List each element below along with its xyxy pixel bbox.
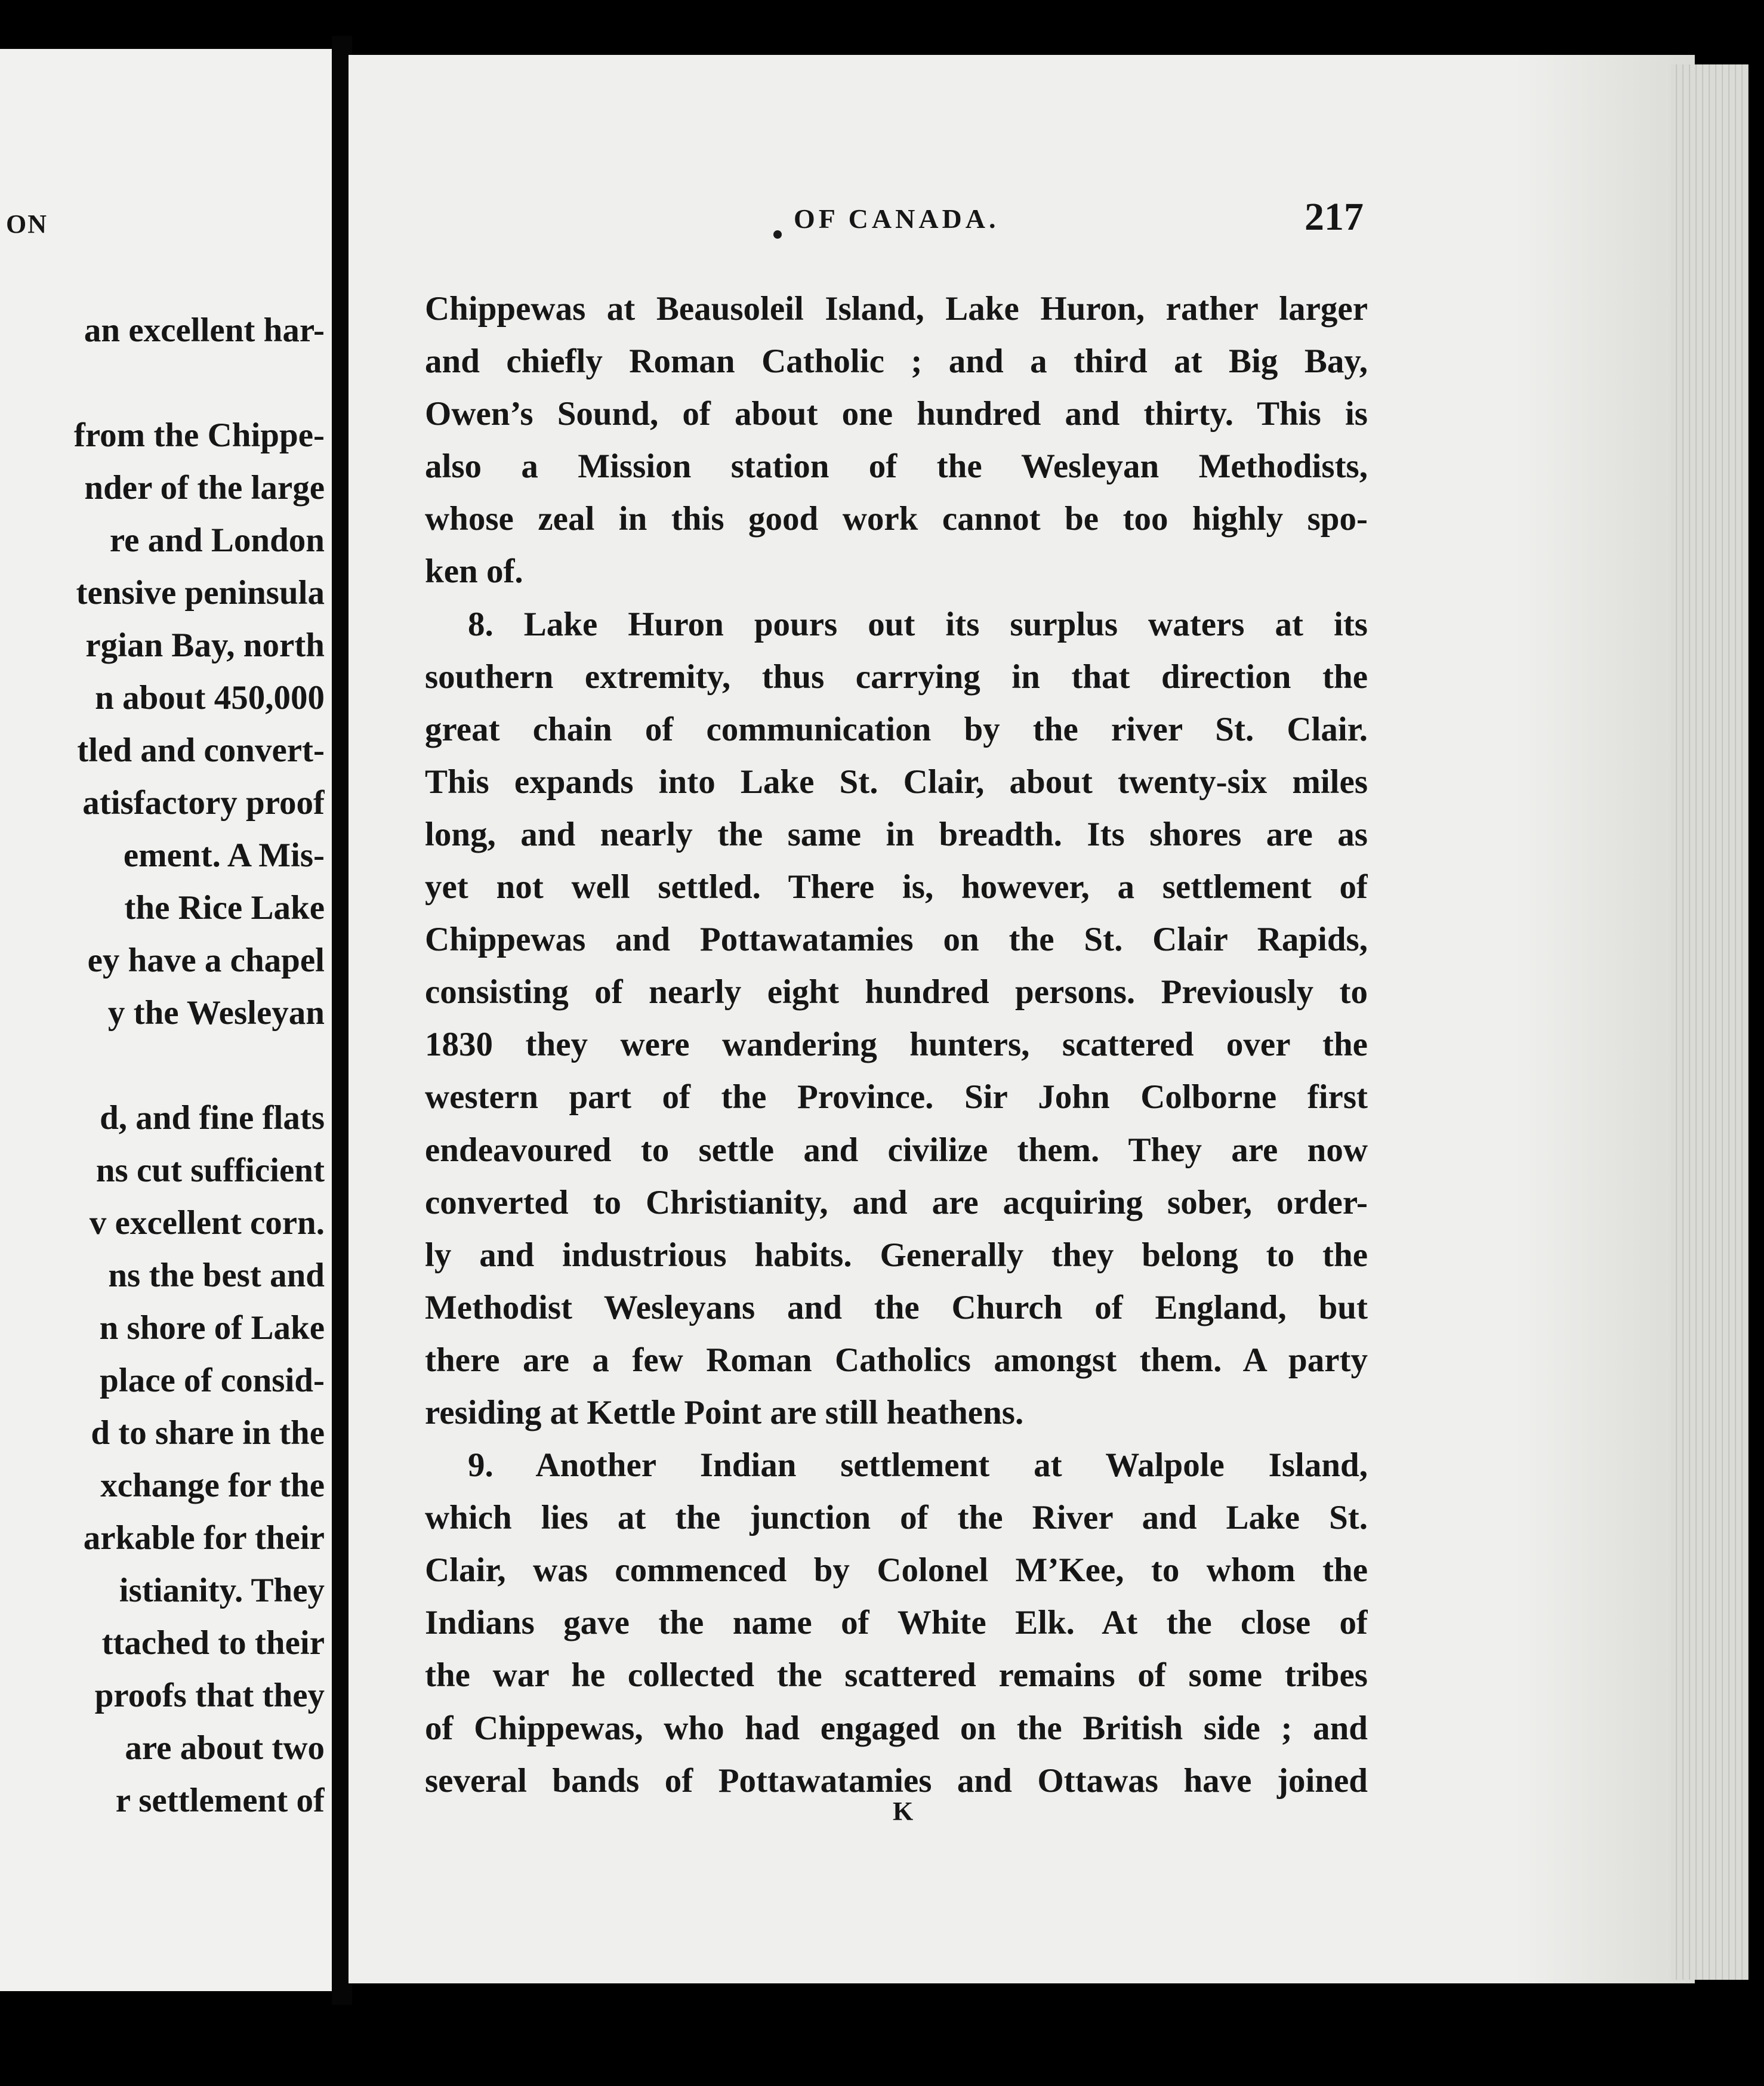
text-line: 8. Lake Huron pours out its surplus waters at its bbox=[468, 605, 1368, 643]
text-line: whose zeal in this good work cannot be too highly spo- bbox=[425, 500, 1368, 538]
text-line: the war he collected the scattered remains of some tribes bbox=[425, 1656, 1368, 1695]
left-text-line: n about 450,000 bbox=[95, 679, 325, 717]
left-text-line: nder of the large bbox=[84, 469, 325, 507]
text-line: consisting of nearly eight hundred persons. Previously to bbox=[425, 973, 1368, 1011]
text-line: This expands into Lake St. Clair, about twenty-six miles bbox=[425, 763, 1368, 801]
left-text-line: atisfactory proof bbox=[82, 784, 325, 822]
text-line: residing at Kettle Point are still heathens. bbox=[425, 1393, 1024, 1431]
left-text-line: y the Wesleyan bbox=[107, 994, 325, 1032]
text-line: western part of the Province. Sir John Colborne first bbox=[425, 1078, 1368, 1116]
text-line: several bands of Pottawatamies and Ottawas have joined bbox=[425, 1761, 1368, 1800]
text-line: also a Mission station of the Wesleyan Methodists, bbox=[425, 448, 1368, 486]
text-line: there are a few Roman Catholics amongst them. A party bbox=[425, 1341, 1368, 1379]
left-text-line: arkable for their bbox=[83, 1519, 325, 1557]
left-text-line: r settlement of bbox=[115, 1782, 325, 1819]
left-text-line: v excellent corn. bbox=[89, 1204, 325, 1242]
text-line: ken of. bbox=[425, 553, 523, 591]
running-head-dot bbox=[773, 230, 782, 239]
left-text-line: the Rice Lake bbox=[124, 889, 325, 927]
text-line: 1830 they were wandering hunters, scattered over the bbox=[425, 1026, 1368, 1064]
left-text-line: ns cut sufficient bbox=[95, 1152, 325, 1189]
left-text-line bbox=[0, 357, 325, 409]
left-text-line bbox=[0, 1039, 325, 1092]
running-head: OF CANADA. bbox=[794, 203, 1000, 234]
left-text-line: tled and convert- bbox=[77, 732, 325, 769]
text-line: of Chippewas, who had engaged on the British side ; and bbox=[425, 1709, 1368, 1747]
body-text bbox=[425, 283, 1368, 1807]
left-text-line: proofs that they bbox=[94, 1677, 325, 1714]
left-text-line: rgian Bay, north bbox=[85, 627, 325, 664]
text-line: which lies at the junction of the River and Lake St. bbox=[425, 1499, 1368, 1537]
text-line: Chippewas at Beausoleil Island, Lake Huron, rather larger bbox=[425, 290, 1368, 328]
text-line: Chippewas and Pottawatamies on the St. Clair Rapids, bbox=[425, 921, 1368, 959]
text-line: Methodist Wesleyans and the Church of England, but bbox=[425, 1288, 1368, 1326]
left-text-line: istianity. They bbox=[119, 1572, 325, 1609]
left-text-line: place of consid- bbox=[100, 1362, 325, 1399]
left-text-line: ns the best and bbox=[108, 1257, 325, 1294]
text-line: Owen’s Sound, of about one hundred and thirty. This is bbox=[425, 395, 1368, 433]
signature-mark: K bbox=[893, 1797, 914, 1826]
left-text-line: n shore of Lake bbox=[99, 1309, 325, 1347]
page-number: 217 bbox=[1305, 195, 1364, 239]
text-line: converted to Christianity, and are acquiring sober, order- bbox=[425, 1183, 1368, 1221]
left-text-line: are about two bbox=[125, 1729, 325, 1767]
left-text-block bbox=[0, 304, 325, 1827]
left-text-line: xchange for the bbox=[100, 1467, 325, 1504]
text-line: great chain of communication by the river St. Clair. bbox=[425, 710, 1368, 748]
left-text-line: d, and fine flats bbox=[100, 1099, 325, 1137]
left-text-line: d to share in the bbox=[91, 1414, 325, 1452]
text-line: and chiefly Roman Catholic ; and a third at Big Bay, bbox=[425, 342, 1368, 381]
left-text-line: tensive peninsula bbox=[76, 574, 325, 612]
left-text-line: an excellent har- bbox=[84, 311, 325, 349]
text-line: Indians gave the name of White Elk. At the close of bbox=[425, 1604, 1368, 1642]
text-line: Clair, was commenced by Colonel M’Kee, to whom the bbox=[425, 1551, 1368, 1590]
left-page bbox=[0, 49, 332, 1991]
left-text-line: ement. A Mis- bbox=[123, 837, 325, 874]
left-text-line: from the Chippe- bbox=[73, 416, 325, 454]
text-line: yet not well settled. There is, however, a settlement of bbox=[425, 868, 1368, 906]
text-line: long, and nearly the same in breadth. Its shores are as bbox=[425, 815, 1368, 853]
left-text-line: ttached to their bbox=[101, 1624, 325, 1662]
text-line: 9. Another Indian settlement at Walpole Island, bbox=[468, 1446, 1368, 1485]
left-running-head: ON bbox=[6, 209, 48, 239]
left-text-line: ey have a chapel bbox=[87, 942, 325, 979]
left-text-line: re and London bbox=[109, 522, 325, 559]
page-edges bbox=[1671, 64, 1748, 1980]
text-line: southern extremity, thus carrying in that direction the bbox=[425, 658, 1368, 696]
text-line: endeavoured to settle and civilize them. They are now bbox=[425, 1131, 1368, 1169]
text-line: ly and industrious habits. Generally they belong to the bbox=[425, 1236, 1368, 1274]
